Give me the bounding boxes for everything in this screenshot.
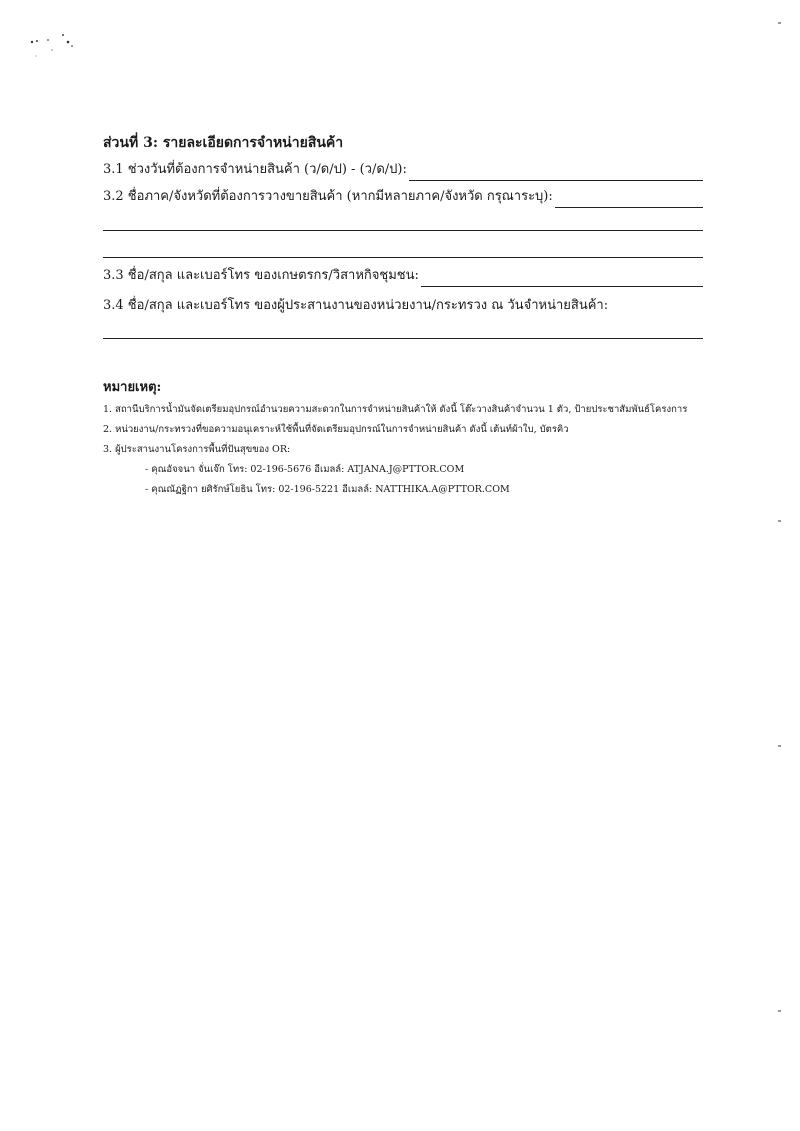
scan-edge-mark <box>778 745 781 747</box>
field-3-2-extra-line-1[interactable] <box>103 230 703 231</box>
field-3-2 <box>103 184 703 208</box>
field-3-4-line[interactable] <box>103 338 703 339</box>
field-3-4-label: 3.4 ชื่อ/สกุล และเบอร์โทร ของผู้ประสานงานของหน่วยงาน/กระทรวง ณ วันจำหน่ายสินค้า: <box>103 298 609 313</box>
note-item-3: 3. ผู้ประสานงานโครงการพื้นที่ปันสุขของ OR: <box>103 444 291 455</box>
field-3-3-blank[interactable] <box>421 268 703 287</box>
note-item-1: 1. สถานีบริการน้ำมันจัดเตรียมอุปกรณ์อำนวยความสะดวกในการจำหน่ายสินค้าให้ ดังนี้ โต๊ะวางสินค้าจำนวน 1 ตัว, ป้ายประชาสัมพันธ์โครงการ <box>103 404 688 415</box>
contact-2: - คุณณัฏฐิกา ยศิรักษ์โยธิน โทร: 02-196-5221 อีเมลล์: NATTHIKA.A@PTTOR.COM <box>145 484 510 495</box>
scan-edge-mark <box>778 22 781 24</box>
field-3-1 <box>103 157 703 181</box>
field-3-2-extra-line-2[interactable] <box>103 257 703 258</box>
field-3-2-blank[interactable] <box>555 189 703 208</box>
field-3-3-label: 3.3 ชื่อ/สกุล และเบอร์โทร ของเกษตรกร/วิสาหกิจชุมชน: <box>103 268 419 283</box>
contact-1: - คุณอัจจนา จั่นเจ๊ก โทร: 02-196-5676 อีเมลล์: ATJANA.J@PTTOR.COM <box>145 464 465 475</box>
field-3-3 <box>103 263 703 287</box>
field-3-1-blank[interactable] <box>409 162 703 181</box>
section-title: ส่วนที่ 3: รายละเอียดการจำหน่ายสินค้า <box>103 135 344 151</box>
scan-specks <box>28 30 78 60</box>
field-3-1-label: 3.1 ช่วงวันที่ต้องการจำหน่ายสินค้า (ว/ด/ป) - (ว/ด/ป): <box>103 162 407 177</box>
scan-edge-mark <box>778 520 781 522</box>
notes-title: หมายเหตุ: <box>103 380 162 395</box>
scan-edge-mark <box>778 1010 781 1012</box>
note-item-2: 2. หน่วยงาน/กระทรวงที่ขอความอนุเคราะห์ใช้พื้นที่จัดเตรียมอุปกรณ์ในการจำหน่ายสินค้า ดังนี้ เต้นท์ผ้าใบ, บัตรคิว <box>103 424 569 435</box>
field-3-2-label: 3.2 ชื่อภาค/จังหวัดที่ต้องการวางขายสินค้า (หากมีหลายภาค/จังหวัด กรุณาระบุ): <box>103 189 553 204</box>
